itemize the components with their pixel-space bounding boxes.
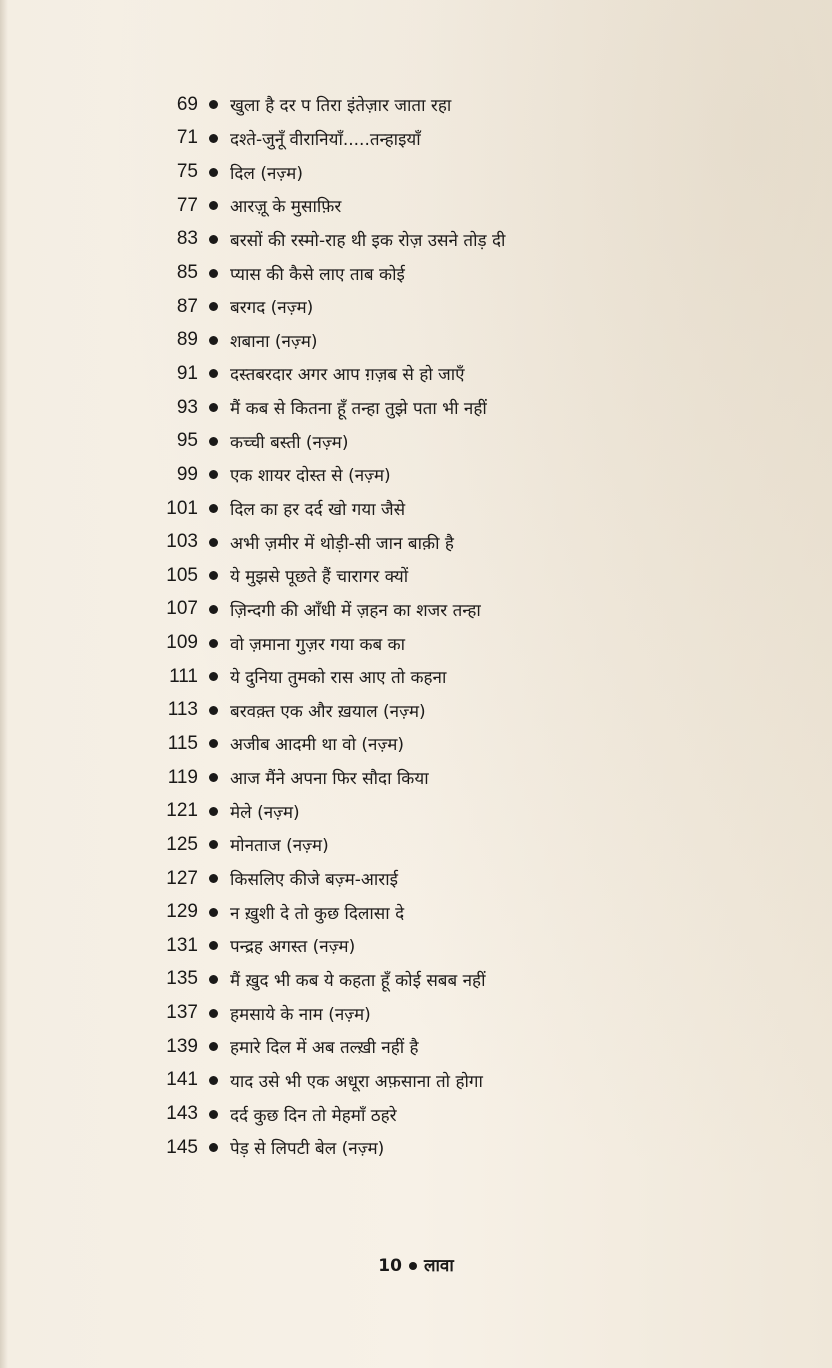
- toc-entry-title: खुला है दर प तिरा इंतेज़ार जाता रहा: [230, 96, 452, 117]
- toc-entry: [150, 761, 670, 795]
- toc-entry: [150, 626, 670, 660]
- bullet-icon: [209, 1076, 218, 1085]
- toc-entry-title: मैं ख़ुद भी कब ये कहता हूँ कोई सबब नहीं: [230, 970, 486, 991]
- toc-page-number: 109: [166, 632, 198, 654]
- bullet-icon: [209, 538, 218, 547]
- toc-page-number: 127: [166, 867, 198, 889]
- toc-entry-title: कच्ची बस्ती (नज़्म): [230, 432, 349, 453]
- toc-entry-title: दश्ते-जुनूँ वीरानियाँ.....तन्हाइयाँ: [230, 129, 421, 150]
- toc-entry: [150, 727, 670, 761]
- toc-entry: [150, 189, 670, 223]
- bullet-icon: [209, 437, 218, 446]
- toc-page-number: 93: [176, 396, 198, 418]
- toc-page-number: 129: [166, 901, 198, 923]
- bullet-icon: [209, 269, 218, 278]
- toc-page-number: 89: [176, 329, 198, 351]
- bullet-icon: [209, 168, 218, 177]
- toc-entry-title: पेड़ से लिपटी बेल (नज़्म): [230, 1139, 385, 1160]
- toc-entry-title: आज मैंने अपना फिर सौदा किया: [230, 769, 429, 790]
- toc-entry-title: दर्द कुछ दिन तो मेहमाँ ठहरे: [230, 1105, 397, 1126]
- toc-entry-title: याद उसे भी एक अधूरा अफ़साना तो होगा: [230, 1071, 483, 1092]
- bullet-icon: [209, 403, 218, 412]
- toc-entry: [150, 290, 670, 324]
- toc-entry-title: मेले (नज़्म): [230, 802, 300, 823]
- bullet-icon: [209, 840, 218, 849]
- toc-entry: [150, 963, 670, 997]
- bullet-icon: [209, 639, 218, 648]
- toc-page-number: 101: [166, 497, 198, 519]
- toc-entry-title: एक शायर दोस्त से (नज़्म): [230, 466, 391, 487]
- toc-entry: [150, 122, 670, 156]
- toc-page-number: 125: [166, 833, 198, 855]
- bullet-icon: [209, 369, 218, 378]
- toc-entry: [150, 155, 670, 189]
- bullet-icon: [209, 773, 218, 782]
- toc-entry: [150, 559, 670, 593]
- toc-page-number: 131: [166, 934, 198, 956]
- toc-entry: [150, 424, 670, 458]
- toc-entry-title: बरसों की रस्मो-राह थी इक रोज़ उसने तोड़ दी: [230, 230, 506, 251]
- toc-page-number: 105: [166, 564, 198, 586]
- toc-entry: [150, 862, 670, 896]
- bullet-icon: [209, 605, 218, 614]
- toc-entry-title: ज़िन्दगी की आँधी में ज़हन का शजर तन्हा: [230, 600, 481, 621]
- bullet-icon: [209, 706, 218, 715]
- toc-entry-title: बरगद (नज़्म): [230, 298, 314, 319]
- table-of-contents: [150, 88, 670, 1165]
- toc-page-number: 145: [166, 1136, 198, 1158]
- toc-entry-title: हमारे दिल में अब तल्ख़ी नहीं है: [230, 1038, 419, 1059]
- bullet-icon: [209, 1110, 218, 1119]
- toc-page-number: 75: [176, 161, 198, 183]
- toc-entry-title: पन्द्रह अगस्त (नज़्म): [230, 937, 356, 958]
- toc-entry: [150, 828, 670, 862]
- page-gutter-shadow: [0, 0, 8, 1368]
- page-footer: [0, 1253, 832, 1276]
- bullet-icon: [209, 571, 218, 580]
- toc-entry-title: हमसाये के नाम (नज़्म): [230, 1004, 371, 1025]
- toc-entry: [150, 1097, 670, 1131]
- toc-entry-title: बरवक़्त एक और ख़याल (नज़्म): [230, 701, 426, 722]
- toc-page-number: 137: [166, 1002, 198, 1024]
- toc-entry: [150, 694, 670, 728]
- bullet-icon: [209, 739, 218, 748]
- bullet-icon: [209, 1009, 218, 1018]
- toc-page-number: 91: [176, 362, 198, 384]
- toc-page-number: 107: [166, 598, 198, 620]
- toc-entry-title: प्यास की कैसे लाए ताब कोई: [230, 264, 405, 285]
- bullet-icon: [209, 504, 218, 513]
- toc-page-number: 83: [176, 228, 198, 250]
- toc-entry-title: ये मुझसे पूछते हैं चारागर क्यों: [230, 567, 409, 588]
- bullet-icon: [209, 672, 218, 681]
- toc-page-number: 139: [166, 1035, 198, 1057]
- toc-page-number: 77: [176, 194, 198, 216]
- bullet-icon: [209, 1143, 218, 1152]
- toc-page-number: 95: [176, 430, 198, 452]
- toc-entry-title: वो ज़माना गुज़र गया कब का: [230, 634, 406, 655]
- toc-entry: [150, 223, 670, 257]
- bullet-icon: [209, 470, 218, 479]
- toc-page-number: 113: [167, 699, 198, 721]
- toc-entry: [150, 1030, 670, 1064]
- toc-entry: [150, 492, 670, 526]
- bullet-icon: [209, 201, 218, 210]
- toc-entry: [150, 996, 670, 1030]
- bullet-icon: [209, 807, 218, 816]
- toc-entry: [150, 593, 670, 627]
- toc-entry-title: दस्तबरदार अगर आप ग़ज़ब से हो जाएँ: [230, 365, 465, 386]
- toc-page-number: 71: [176, 127, 198, 149]
- toc-entry-title: न ख़ुशी दे तो कुछ दिलासा दे: [230, 903, 405, 924]
- toc-page-number: 103: [166, 531, 198, 553]
- toc-page-number: 119: [167, 766, 198, 788]
- toc-page-number: 87: [176, 295, 198, 317]
- bullet-icon: [409, 1262, 417, 1270]
- footer-book-title: लावा: [423, 1256, 454, 1276]
- toc-entry-title: दिल (नज़्म): [230, 163, 303, 184]
- toc-entry-title: दिल का हर दर्द खो गया जैसे: [230, 500, 406, 520]
- toc-entry: [150, 323, 670, 357]
- toc-entry: [150, 1064, 670, 1098]
- bullet-icon: [209, 874, 218, 883]
- bullet-icon: [209, 235, 218, 244]
- toc-page-number: 141: [166, 1069, 198, 1091]
- toc-entry: [150, 357, 670, 391]
- toc-entry-title: मैं कब से कितना हूँ तन्हा तुझे पता भी नहीं: [230, 399, 487, 420]
- bullet-icon: [209, 336, 218, 345]
- toc-entry: [150, 458, 670, 492]
- toc-page-number: 111: [169, 665, 198, 687]
- toc-entry-title: आरज़ू के मुसाफ़िर: [230, 197, 342, 218]
- bullet-icon: [209, 1042, 218, 1051]
- toc-page-number: 121: [166, 800, 198, 822]
- bullet-icon: [209, 134, 218, 143]
- toc-entry-title: ये दुनिया तुमको रास आए तो कहना: [230, 668, 447, 689]
- toc-entry-title: अजीब आदमी था वो (नज़्म): [230, 735, 405, 756]
- toc-entry-title: शबाना (नज़्म): [230, 331, 318, 352]
- bullet-icon: [209, 100, 218, 109]
- toc-page-number: 143: [166, 1103, 198, 1125]
- toc-entry: [150, 391, 670, 425]
- toc-page-number: 69: [176, 93, 198, 115]
- toc-entry: [150, 256, 670, 290]
- bullet-icon: [209, 941, 218, 950]
- toc-page-number: 115: [167, 732, 198, 754]
- footer-page-number: 10: [378, 1256, 402, 1276]
- toc-entry: [150, 1131, 670, 1165]
- bullet-icon: [209, 302, 218, 311]
- toc-entry-title: किसलिए कीजे बज़्म-आराई: [230, 870, 398, 891]
- bullet-icon: [209, 908, 218, 917]
- toc-entry: [150, 88, 670, 122]
- toc-entry: [150, 794, 670, 828]
- toc-entry: [150, 895, 670, 929]
- toc-page-number: 135: [166, 968, 198, 990]
- toc-entry-title: अभी ज़मीर में थोड़ी-सी जान बाक़ी है: [230, 533, 454, 554]
- toc-page-number: 85: [176, 262, 198, 284]
- toc-entry: [150, 929, 670, 963]
- toc-entry-title: मोनताज (नज़्म): [230, 836, 329, 857]
- bullet-icon: [209, 975, 218, 984]
- toc-page-number: 99: [176, 463, 198, 485]
- toc-entry: [150, 525, 670, 559]
- toc-entry: [150, 660, 670, 694]
